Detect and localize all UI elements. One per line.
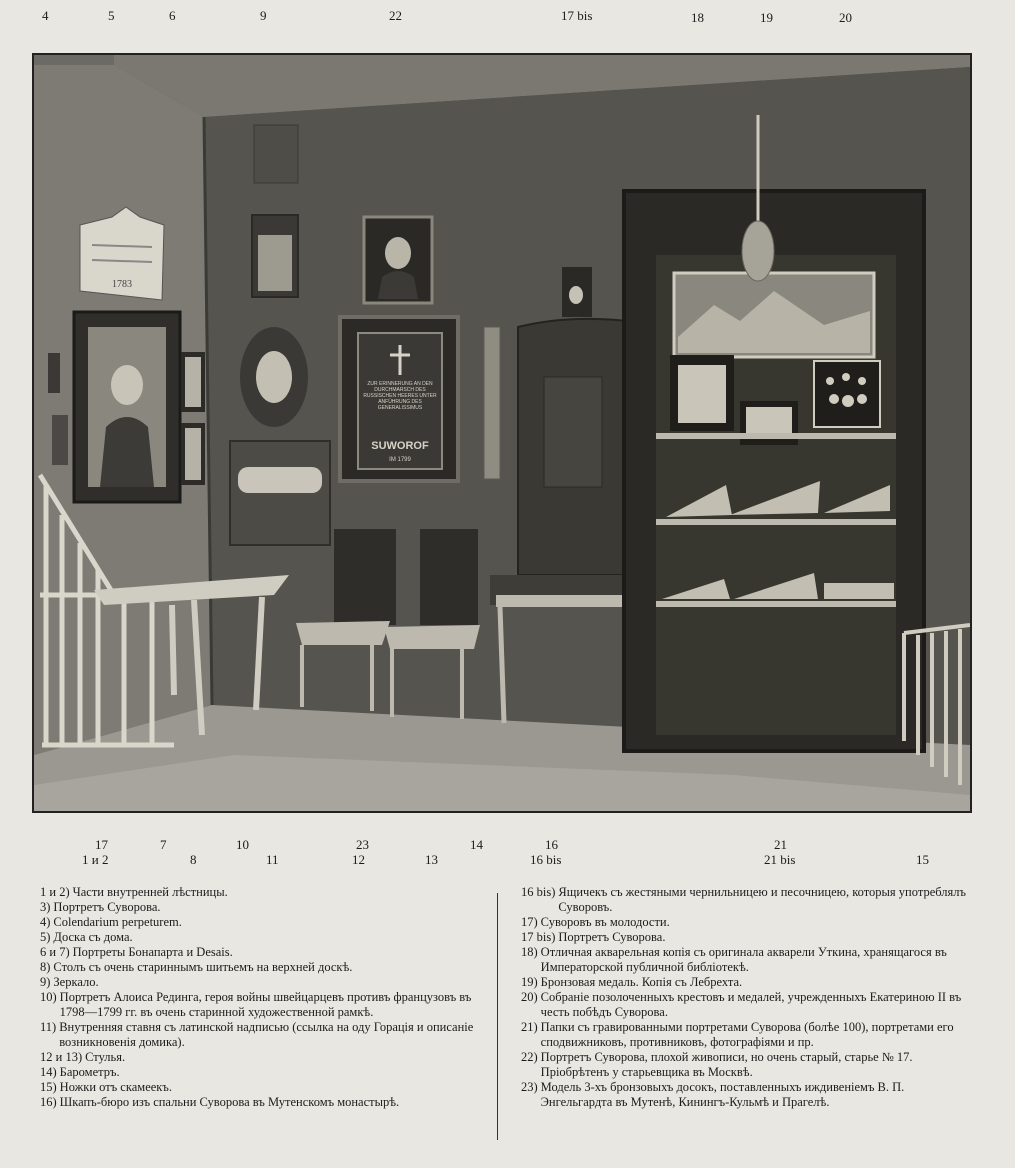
legend-key: 16) [40, 1095, 57, 1109]
legend-item [521, 1050, 971, 1080]
legend-item [40, 975, 480, 990]
legend-text: Ножки отъ скамеекъ. [59, 1080, 172, 1094]
legend-key: 16 bis) [521, 885, 556, 899]
legend-key: 12 и 13) [40, 1050, 83, 1064]
legend-key: 8) [40, 960, 51, 974]
legend-key: 10) [40, 990, 57, 1004]
legend-item [521, 1020, 971, 1050]
top-number: 6 [169, 8, 176, 23]
bottom-number: 17 [95, 837, 108, 852]
legend-item [521, 930, 971, 945]
legend-item [40, 900, 480, 915]
bottom-number: 16 bis [530, 852, 562, 867]
legend-text: Доска съ дома. [53, 930, 133, 944]
legend-text: Зеркало. [53, 975, 99, 989]
legend-item [40, 930, 480, 945]
legend-key: 15) [40, 1080, 57, 1094]
legend-item [521, 885, 971, 915]
legend-text: Colendarium perpeturem. [53, 915, 182, 929]
legend-text: Портретъ Суворова. [53, 900, 161, 914]
legend-key: 14) [40, 1065, 57, 1079]
legend-text: Портретъ Суворова, плохой живописи, но очень старый, старье № 17. Пріобрѣтенъ у старьевщика въ Москвѣ. [540, 1050, 913, 1079]
legend-text: Модель 3-хъ бронзовыхъ досокъ, поставленныхъ иждивеніемъ В. П. Энгельгардта въ Мутенѣ, Кинингъ-Кульмѣ и Прагелѣ. [540, 1080, 905, 1109]
legend-key: 5) [40, 930, 51, 944]
legend-item [521, 990, 971, 1020]
legend-text: Портретъ Суворова. [558, 930, 666, 944]
bottom-number: 21 bis [764, 852, 796, 867]
bottom-number: 10 [236, 837, 249, 852]
legend-item [40, 915, 480, 930]
bottom-number: 16 [545, 837, 558, 852]
bottom-number: 23 [356, 837, 369, 852]
legend-text: Части внутренней лѣстницы. [72, 885, 228, 899]
legend-key: 17 bis) [521, 930, 556, 944]
legend-item [521, 945, 971, 975]
legend-key: 9) [40, 975, 51, 989]
legend-item [40, 990, 480, 1020]
legend-key: 6 и 7) [40, 945, 70, 959]
legend-text: Бронзовая медаль. Копія съ Лебрехта. [540, 975, 743, 989]
top-number: 4 [42, 8, 49, 23]
legend-text: Собраніе позолоченныхъ крестовъ и медалей, учрежденныхъ Екатериною II въ честь побѣдъ Суворова. [540, 990, 962, 1019]
bottom-number: 7 [160, 837, 167, 852]
legend-text: Стулья. [85, 1050, 126, 1064]
bottom-number: 1 и 2 [82, 852, 109, 867]
top-number: 22 [389, 8, 402, 23]
legend-key: 17) [521, 915, 538, 929]
top-number: 9 [260, 8, 267, 23]
legend-item [40, 885, 480, 900]
legend-key: 4) [40, 915, 51, 929]
bottom-number: 13 [425, 852, 438, 867]
top-number: 18 [691, 10, 704, 25]
legend-text: Суворовъ въ молодости. [540, 915, 670, 929]
legend-text: Шкапъ-бюро изъ спальни Суворова въ Мутенскомъ монастырѣ. [59, 1095, 400, 1109]
legend-item [40, 1050, 480, 1065]
legend-text: Портретъ Алоиса Рединга, героя войны швейцарцевъ противъ французовъ въ 1798—1799 гг. въ очень старинной художественной рамкѣ. [59, 990, 472, 1019]
top-number: 17 bis [561, 8, 593, 23]
legend-text: Ящичекъ съ жестяными чернильницею и песочницею, которыя употреблялъ Суворовъ. [558, 885, 966, 914]
wall-plaque-year: 1783 [112, 279, 132, 290]
legend-key: 3) [40, 900, 51, 914]
legend-text: Папки съ гравированными портретами Суворова (болѣе 100), портретами его сподвижниковъ, противниковъ, фотографіями и пр. [540, 1020, 954, 1049]
legend-item [521, 915, 971, 930]
legend-key: 22) [521, 1050, 538, 1064]
legend-item [40, 1095, 480, 1110]
legend-item [521, 1080, 971, 1110]
legend-item [40, 1065, 480, 1080]
legend-item [521, 975, 971, 990]
bottom-number: 21 [774, 837, 787, 852]
plaque-name: SUWOROF [371, 440, 429, 452]
room-photograph [32, 53, 972, 813]
legend-key: 23) [521, 1080, 538, 1094]
bottom-number: 11 [266, 852, 279, 867]
legend-left [40, 885, 480, 1110]
bottom-number: 14 [470, 837, 483, 852]
legend-key: 20) [521, 990, 538, 1004]
legend-item [40, 945, 480, 960]
legend-text: Отличная акварельная копія съ оригинала акварели Уткина, хранящагося въ Императорской публичной библіотекѣ. [540, 945, 947, 974]
legend-item [40, 1080, 480, 1095]
legend-item [40, 960, 480, 975]
bottom-number: 12 [352, 852, 365, 867]
legend-key: 11) [40, 1020, 57, 1034]
legend-text: Портреты Бонапарта и Desais. [72, 945, 233, 959]
column-divider [497, 893, 498, 1140]
top-number: 5 [108, 8, 115, 23]
legend-item [40, 1020, 480, 1050]
top-number: 20 [839, 10, 852, 25]
bottom-number: 8 [190, 852, 197, 867]
legend-key: 1 и 2) [40, 885, 70, 899]
legend-key: 19) [521, 975, 538, 989]
plaque-date: IM 1799 [389, 457, 411, 463]
top-number: 19 [760, 10, 773, 25]
legend-text: Внутренняя ставня съ латинской надписью (ссылка на оду Горація и описаніе возникновенія домика). [59, 1020, 474, 1049]
bottom-number: 15 [916, 852, 929, 867]
legend-key: 21) [521, 1020, 538, 1034]
legend-key: 18) [521, 945, 538, 959]
legend-text: Барометръ. [59, 1065, 120, 1079]
legend-right [521, 885, 971, 1110]
plaque-inscription: ZUR ERINNERUNG AN DEN DURCHMARSCH DES RUSSISCHEN HEERES UNTER ANFÜHRUNG DES GENERALISSIMUS [363, 381, 437, 411]
legend-text: Столъ съ очень стариннымъ шитьемъ на верхней доскѣ. [53, 960, 353, 974]
